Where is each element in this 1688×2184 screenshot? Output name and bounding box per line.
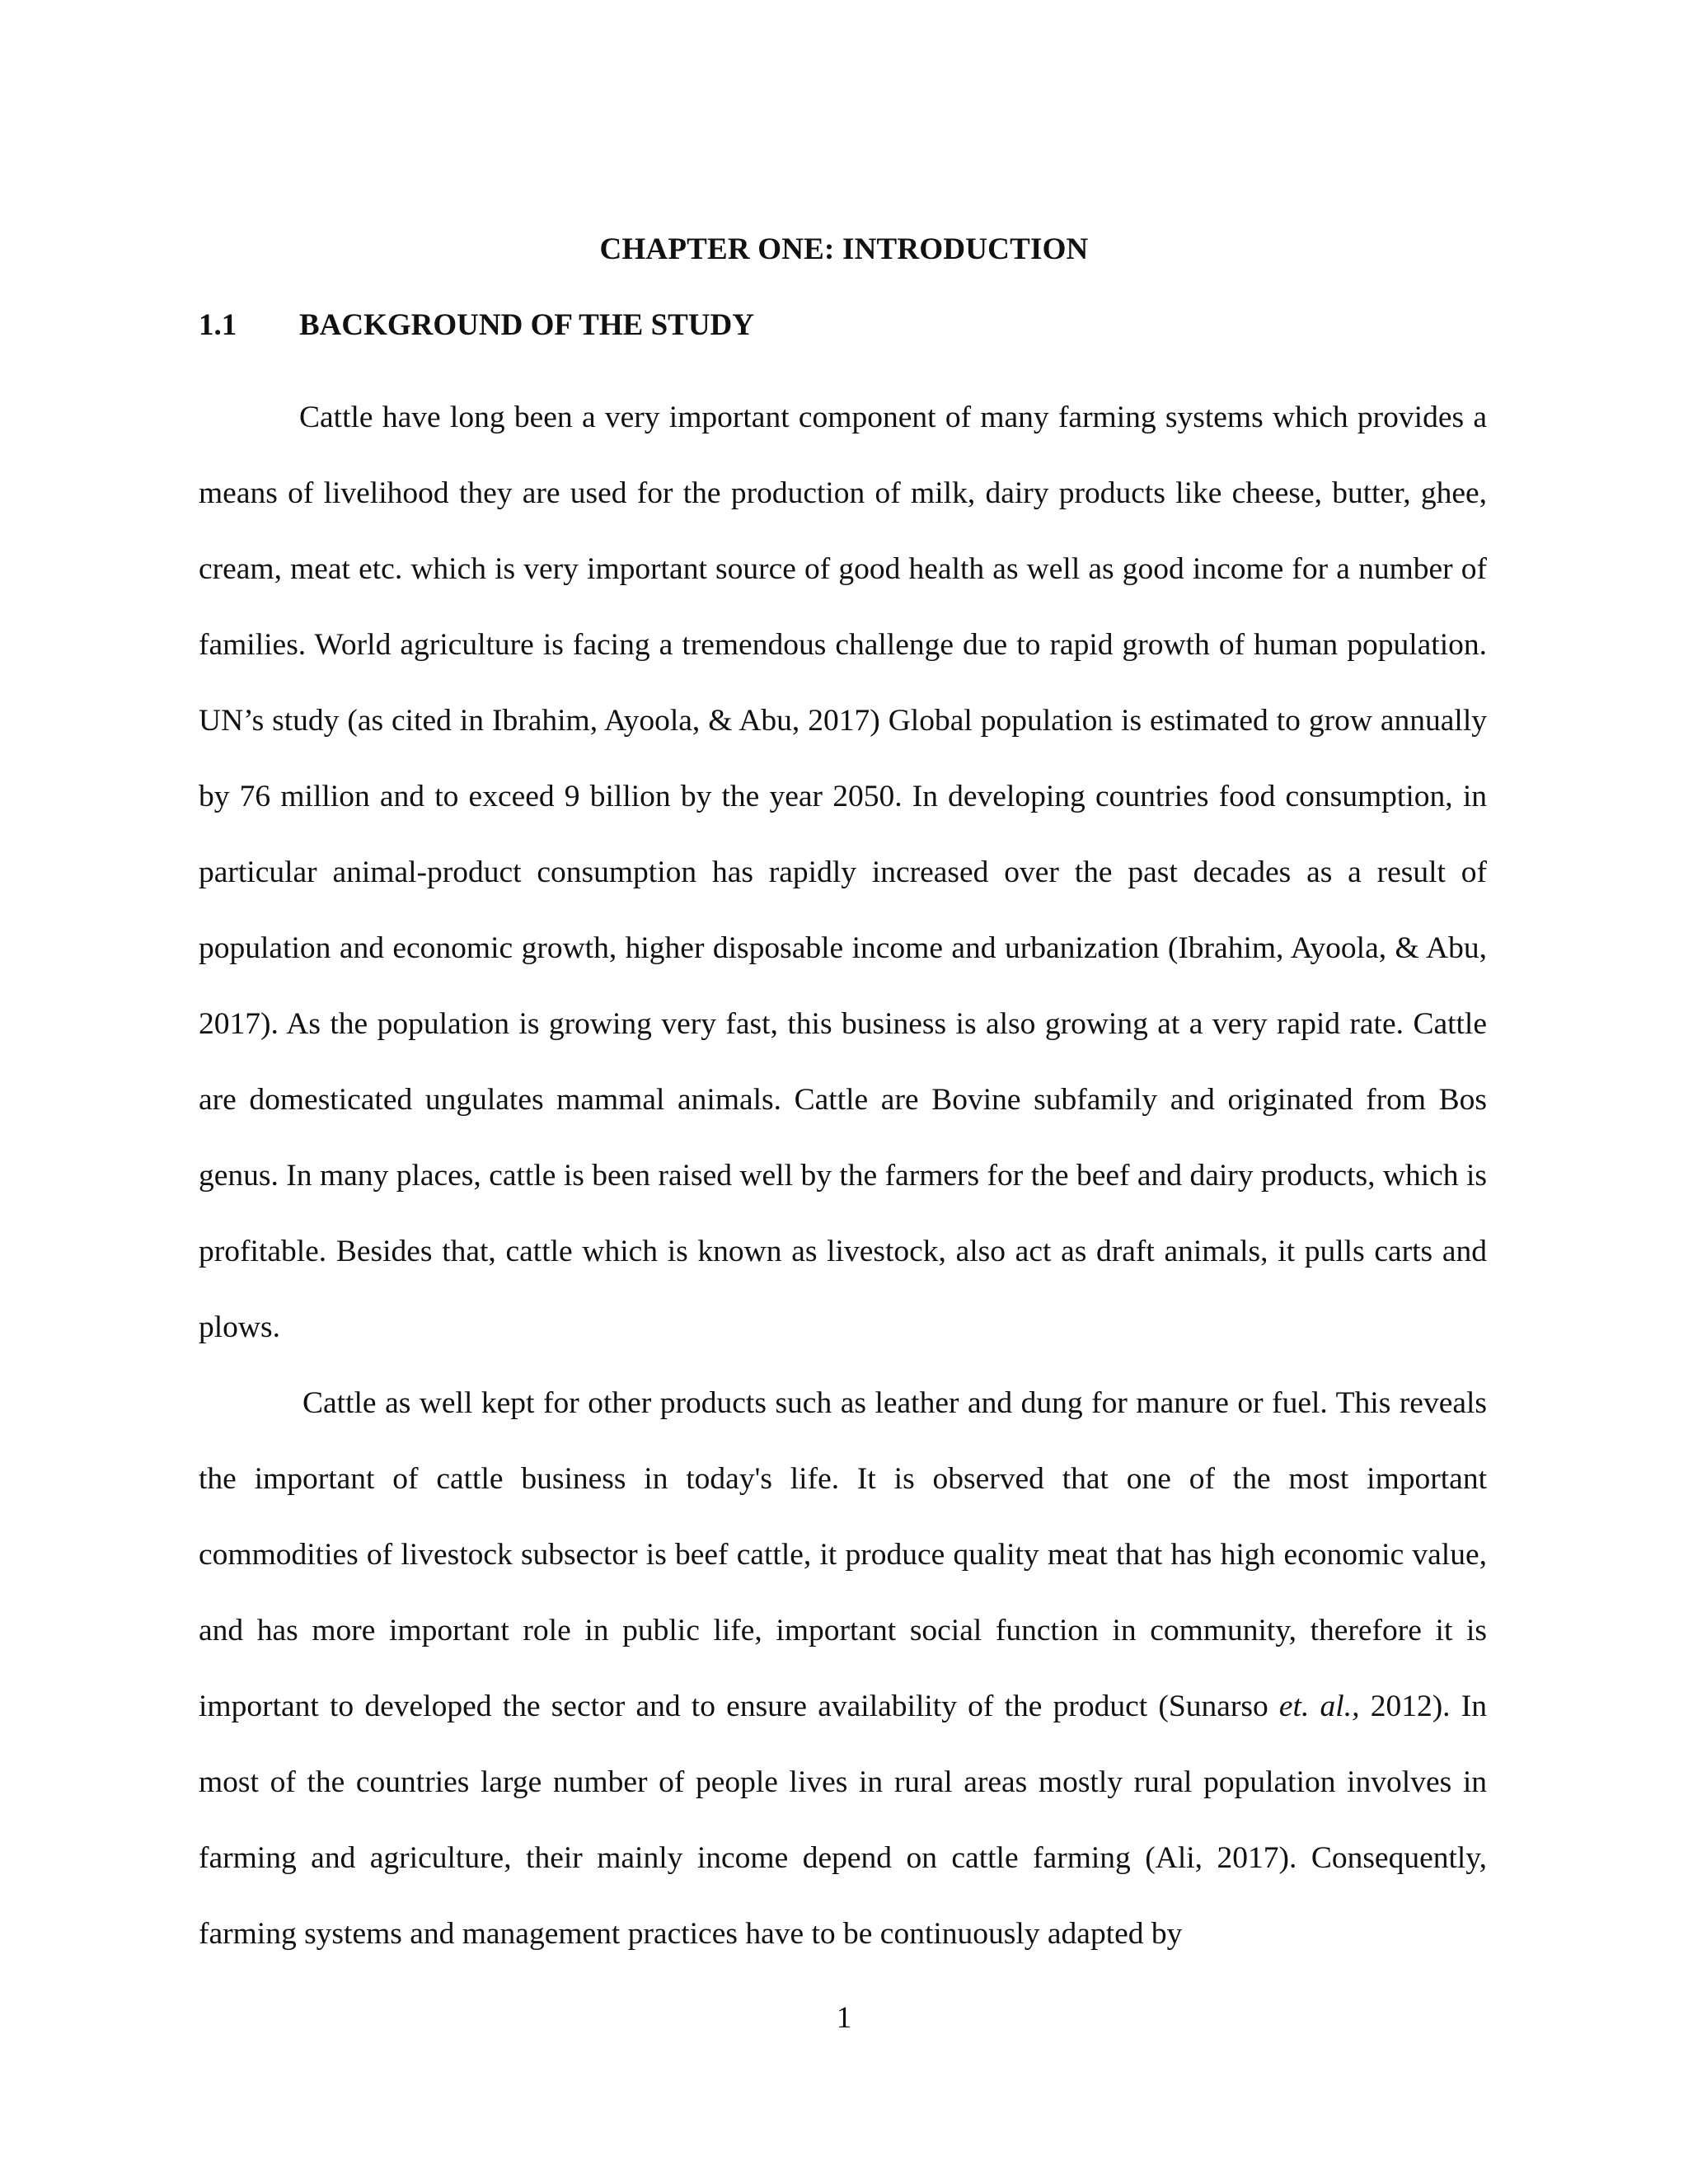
paragraph-2: [199, 1366, 1487, 1972]
paragraph-2-part-2: 2012). In most of the countries large number of people lives in rural areas mostly rural population involves in farming and agriculture, their mainly income depend on cattle farming (Ali, 2017). Consequently, farming systems and management practices have to be continuously adapted by: [199, 1690, 1487, 1951]
section-heading: [199, 305, 754, 346]
chapter-title: CHAPTER ONE: INTRODUCTION: [599, 232, 1089, 266]
body-text: [199, 380, 1487, 1972]
section-number: 1.1: [199, 308, 237, 342]
paragraph-1: Cattle have long been a very important component of many farming systems which provides a means of livelihood they are used for the production of milk, dairy products like cheese, butter, ghee, cream, meat etc. which is very important source of good health as well as good income for a number of families. World agriculture is facing a tremendous challenge due to rapid growth of human population. UN’s study (as cited in Ibrahim, Ayoola, & Abu, 2017) Global population is estimated to grow annually by 76 million and to exceed 9 billion by the year 2050. In developing countries food consumption, in particular animal-product consumption has rapidly increased over the past decades as a result of population and economic growth, higher disposable income and urbanization (Ibrahim, Ayoola, & Abu, 2017). As the population is growing very fast, this business is also growing at a very rapid rate. Cattle are domesticated ungulates mammal animals. Cattle are Bovine subfamily and originated from Bos genus. In many places, cattle is been raised well by the farmers for the beef and dairy products, which is profitable. Besides that, cattle which is known as livestock, also act as draft animals, it pulls carts and plows.: [199, 401, 1487, 1344]
section-title: BACKGROUND OF THE STUDY: [299, 308, 754, 342]
paragraph-2-part-1: Cattle as well kept for other products such as leather and dung for manure or fuel. This reveals the important of cattle business in today's life. It is observed that one of the most important commodities of livestock subsector is beef cattle, it produce quality meat that has high economic value, and has more important role in public life, important social function in community, therefore it is important to developed the sector and to ensure availability of the product (Sunarso: [199, 1386, 1487, 1723]
citation-italic: et. al.,: [1278, 1690, 1360, 1723]
page-number: 1: [836, 2001, 852, 2035]
